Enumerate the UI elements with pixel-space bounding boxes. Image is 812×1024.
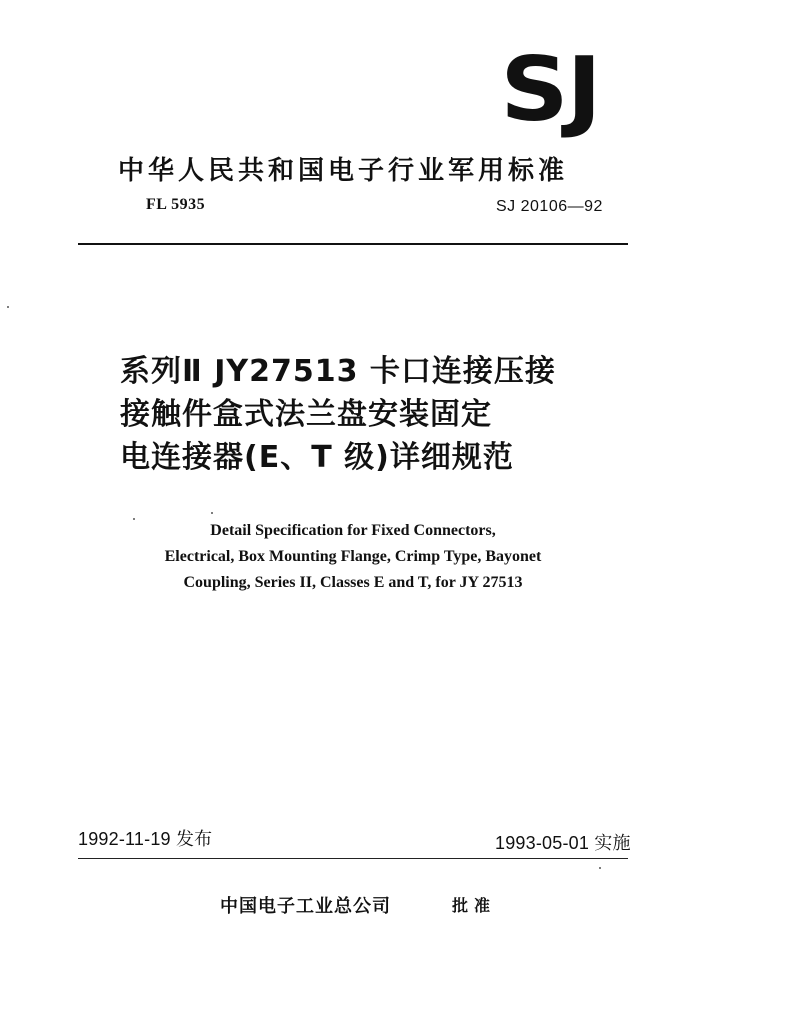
- approval-label: 批准: [452, 896, 497, 915]
- english-title: [118, 518, 588, 596]
- fl-code: FL 5935: [146, 196, 206, 213]
- chinese-title-line: 接触件盒式法兰盘安装固定: [120, 397, 492, 432]
- scan-speck: [7, 306, 9, 308]
- scan-speck: [211, 512, 213, 514]
- chinese-title: [120, 350, 640, 479]
- standard-category-title: 中华人民共和国电子行业军用标准: [118, 156, 569, 186]
- issue-date: 1992-11-19 发布: [78, 829, 213, 849]
- english-title-line: Detail Specification for Fixed Connectors,: [210, 522, 496, 539]
- effective-date: 1993-05-01 实施: [495, 833, 631, 853]
- english-title-line: Electrical, Box Mounting Flange, Crimp Type, Bayonet: [164, 548, 542, 565]
- sj-logo: SJ: [500, 38, 600, 141]
- approving-organization: 中国电子工业总公司: [220, 896, 391, 917]
- chinese-title-line: 系列Ⅱ JY27513 卡口连接压接: [120, 354, 556, 389]
- standard-number: SJ 20106—92: [496, 198, 603, 215]
- date-divider: [78, 858, 628, 859]
- scan-speck: [133, 518, 135, 520]
- english-title-line: Coupling, Series II, Classes E and T, for JY 27513: [183, 574, 523, 591]
- scan-speck: [599, 867, 601, 869]
- header-divider: [78, 243, 628, 245]
- chinese-title-line: 电连接器(E、T 级)详细规范: [120, 440, 514, 475]
